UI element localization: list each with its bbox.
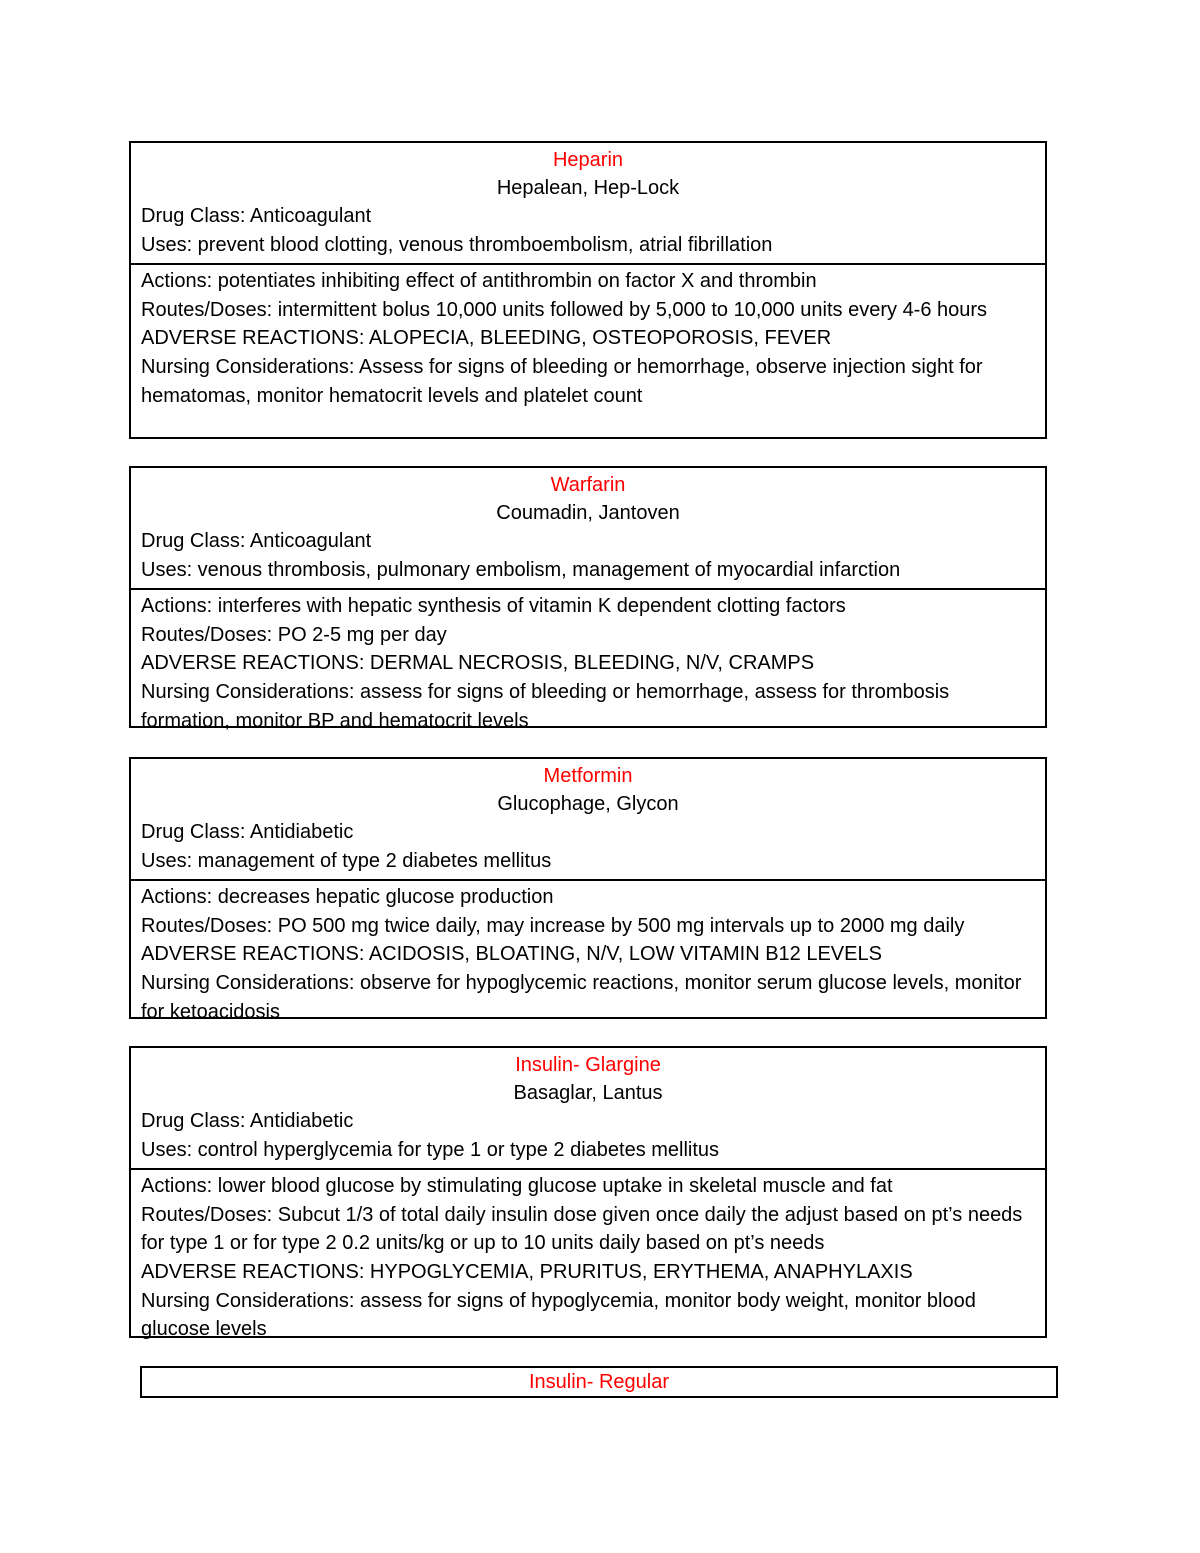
drug-actions: Actions: decreases hepatic glucose production: [141, 886, 554, 909]
drug-nursing-considerations: Nursing Considerations: assess for signs of bleeding or hemorrhage, assess for thrombosis formation, monitor BP and hematocrit levels: [141, 680, 950, 732]
card-details-section: [131, 590, 1045, 739]
drug-actions: Actions: potentiates inhibiting effect of antithrombin on factor X and thrombin: [141, 270, 817, 293]
drug-name: Warfarin: [550, 474, 626, 496]
drug-adverse-reactions: ADVERSE REACTIONS: ACIDOSIS, BLOATING, N/V, LOW VITAMIN B12 LEVELS: [141, 943, 882, 966]
drug-name: Metformin: [543, 765, 633, 787]
drug-adverse-reactions: ADVERSE REACTIONS: HYPOGLYCEMIA, PRURITUS, ERYTHEMA, ANAPHYLAXIS: [141, 1260, 913, 1283]
card-details-section: [131, 881, 1045, 1030]
drug-card-warfarin: [129, 466, 1047, 732]
drug-class: Drug Class: Antidiabetic: [141, 821, 354, 843]
card-header-section: [131, 468, 1045, 590]
drug-nursing-considerations: Nursing Considerations: Assess for signs of bleeding or hemorrhage, observe injection sight for hematomas, monitor hematocrit levels and platelet count: [141, 355, 983, 407]
brand-names: Coumadin, Jantoven: [496, 502, 680, 524]
drug-card-metformin: [129, 757, 1047, 1023]
drug-card-heparin: [129, 141, 1047, 439]
drug-name: Insulin- Glargine: [515, 1054, 661, 1076]
drug-class: Drug Class: Anticoagulant: [141, 205, 372, 227]
drug-uses: Uses: prevent blood clotting, venous thromboembolism, atrial fibrillation: [141, 233, 773, 256]
drug-uses: Uses: control hyperglycemia for type 1 or type 2 diabetes mellitus: [141, 1138, 720, 1161]
drug-adverse-reactions: ADVERSE REACTIONS: DERMAL NECROSIS, BLEEDING, N/V, CRAMPS: [141, 652, 815, 675]
drug-name: Insulin- Regular: [528, 1371, 670, 1393]
brand-names: Glucophage, Glycon: [497, 793, 679, 815]
drug-nursing-considerations: Nursing Considerations: assess for signs of hypoglycemia, monitor body weight, monitor blood glucose levels: [141, 1289, 976, 1341]
drug-routes-doses: Routes/Doses: PO 2-5 mg per day: [141, 623, 447, 646]
drug-card-insulin-regular: [140, 1366, 1058, 1398]
drug-name: Heparin: [552, 149, 624, 171]
card-header-section: [131, 1048, 1045, 1170]
drug-actions: Actions: interferes with hepatic synthesis of vitamin K dependent clotting factors: [141, 595, 846, 618]
drug-routes-doses: Routes/Doses: PO 500 mg twice daily, may increase by 500 mg intervals up to 2000 mg daily: [141, 914, 965, 937]
drug-uses: Uses: venous thrombosis, pulmonary embolism, management of myocardial infarction: [141, 558, 901, 581]
drug-adverse-reactions: ADVERSE REACTIONS: ALOPECIA, BLEEDING, OSTEOPOROSIS, FEVER: [141, 327, 832, 350]
card-details-section: [131, 265, 1045, 414]
drug-class: Drug Class: Antidiabetic: [141, 1110, 354, 1132]
drug-routes-doses: Routes/Doses: Subcut 1/3 of total daily insulin dose given once daily the adjust based on pt’s needs for type 1 or for type 2 0.2 units/kg or up to 10 units daily based on pt’s needs: [141, 1203, 1023, 1255]
drug-uses: Uses: management of type 2 diabetes mellitus: [141, 849, 552, 872]
card-details-section: [131, 1170, 1045, 1348]
drug-nursing-considerations: Nursing Considerations: observe for hypoglycemic reactions, monitor serum glucose levels, monitor for ketoacidosis: [141, 971, 1022, 1023]
brand-names: Basaglar, Lantus: [513, 1082, 663, 1104]
drug-card-insulin-glargine: [129, 1046, 1047, 1341]
drug-actions: Actions: lower blood glucose by stimulating glucose uptake in skeletal muscle and fat: [141, 1175, 893, 1198]
drug-routes-doses: Routes/Doses: intermittent bolus 10,000 units followed by 5,000 to 10,000 units every 4-6 hours: [141, 298, 988, 321]
brand-names: Hepalean, Hep-Lock: [496, 177, 680, 199]
card-header-section: [131, 143, 1045, 265]
drug-class: Drug Class: Anticoagulant: [141, 530, 372, 552]
card-header-section: [131, 759, 1045, 881]
